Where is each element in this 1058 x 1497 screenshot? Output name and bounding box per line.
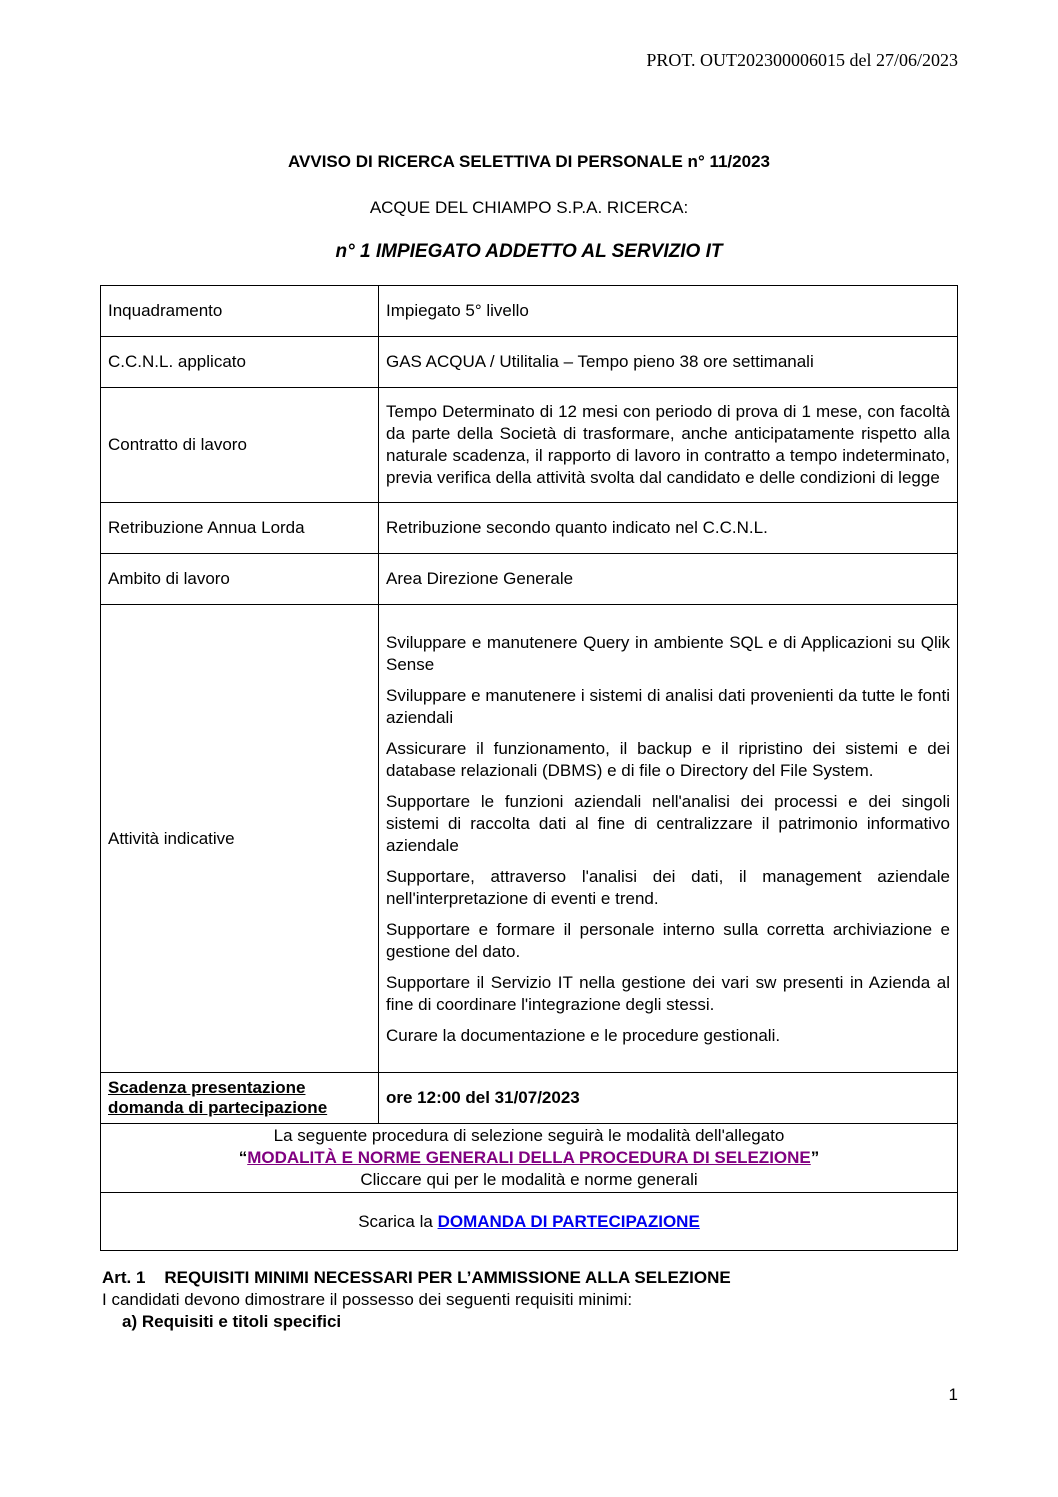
position-title: n° 1 IMPIEGATO ADDETTO AL SERVIZIO IT (335, 241, 723, 262)
activity-item: Sviluppare e manutenere Query in ambiente SQL e di Applicazioni su Qlik Sense (386, 633, 950, 674)
table-row (101, 286, 958, 337)
close-quote: ” (810, 1148, 820, 1167)
modalita-norme-link[interactable]: MODALITÀ E NORME GENERALI DELLA PROCEDURA DI SELEZIONE (247, 1148, 811, 1167)
procedure-cell (101, 1124, 958, 1193)
table-row (101, 1193, 958, 1251)
row-label: Attività indicative (101, 605, 379, 1073)
row-label: C.C.N.L. applicato (101, 337, 379, 388)
row-value: GAS ACQUA / Utilitalia – Tempo pieno 38 ore settimanali (379, 337, 958, 388)
table-row (101, 1073, 958, 1124)
article-section (102, 1267, 731, 1333)
page-number: 1 (948, 1385, 958, 1404)
activity-item: Supportare le funzioni aziendali nell'analisi dei processi e dei singoli sistemi di raccolta dati al fine di centralizzare il patrimonio informativo aziendale (386, 792, 950, 855)
domanda-partecipazione-link[interactable]: DOMANDA DI PARTECIPAZIONE (437, 1211, 700, 1231)
table-row (101, 503, 958, 554)
table-row (101, 1124, 958, 1193)
activity-item: Sviluppare e manutenere i sistemi di analisi dati provenienti da tutte le fonti aziendali (386, 686, 950, 727)
activity-item: Curare la documentazione e le procedure gestionali. (386, 1026, 781, 1045)
deadline-value: ore 12:00 del 31/07/2023 (379, 1073, 958, 1124)
row-label: Inquadramento (101, 286, 379, 337)
activity-item: Supportare e formare il personale interno sulla corretta archiviazione e gestione del dato. (386, 920, 950, 961)
deadline-label-line: domanda di partecipazione (108, 1098, 328, 1117)
table-row (101, 337, 958, 388)
notice-heading: AVVISO DI RICERCA SELETTIVA DI PERSONALE n° 11/2023 (288, 152, 770, 171)
activity-item: Supportare il Servizio IT nella gestione dei vari sw presenti in Azienda al fine di coordinare l'integrazione degli stessi. (386, 973, 950, 1014)
table-row (101, 388, 958, 503)
row-value: Area Direzione Generale (379, 554, 958, 605)
activity-item: Assicurare il funzionamento, il backup e il ripristino dei sistemi e dei database relazionali (DBMS) e di file o Directory del File System. (386, 739, 950, 780)
row-label: Ambito di lavoro (101, 554, 379, 605)
download-prefix: Scarica la (358, 1211, 438, 1231)
table-row (101, 554, 958, 605)
table-row (101, 605, 958, 1073)
protocol-number: PROT. OUT202300006015 del 27/06/2023 (646, 50, 958, 70)
article-subheading: a) Requisiti e titoli specifici (122, 1312, 342, 1331)
procedure-line: La seguente procedura di selezione seguirà le modalità dell'allegato (273, 1126, 785, 1145)
deadline-label (101, 1073, 379, 1124)
company-line: ACQUE DEL CHIAMPO S.P.A. RICERCA: (369, 198, 689, 217)
row-label: Retribuzione Annua Lorda (101, 503, 379, 554)
activity-item: Supportare, attraverso l'analisi dei dati, il management aziendale nell'interpretazione di eventi e trend. (386, 867, 950, 908)
download-cell (101, 1193, 958, 1251)
procedure-line: Cliccare qui per le modalità e norme generali (360, 1170, 698, 1189)
open-quote: “ (238, 1148, 248, 1167)
row-value: Retribuzione secondo quanto indicato nel C.C.N.L. (379, 503, 958, 554)
article-title: Art. 1 REQUISITI MINIMI NECESSARI PER L’AMMISSIONE ALLA SELEZIONE (102, 1268, 731, 1287)
activities-list (379, 605, 958, 1073)
row-value: Tempo Determinato di 12 mesi con periodo di prova di 1 mese, con facoltà da parte della Società di trasformare, anche anticipatamente rispetto alla naturale scadenza, il rapporto di lavoro in contratto a tempo indeterminato, previa verifica della attività svolta dal candidato e delle condizioni di legge (379, 388, 958, 503)
procedure-link-line (108, 1147, 950, 1169)
article-intro: I candidati devono dimostrare il possesso dei seguenti requisiti minimi: (102, 1290, 633, 1309)
row-label: Contratto di lavoro (101, 388, 379, 503)
row-value: Impiegato 5° livello (379, 286, 958, 337)
job-details-table (100, 285, 958, 1251)
deadline-label-line: Scadenza presentazione (108, 1078, 306, 1097)
